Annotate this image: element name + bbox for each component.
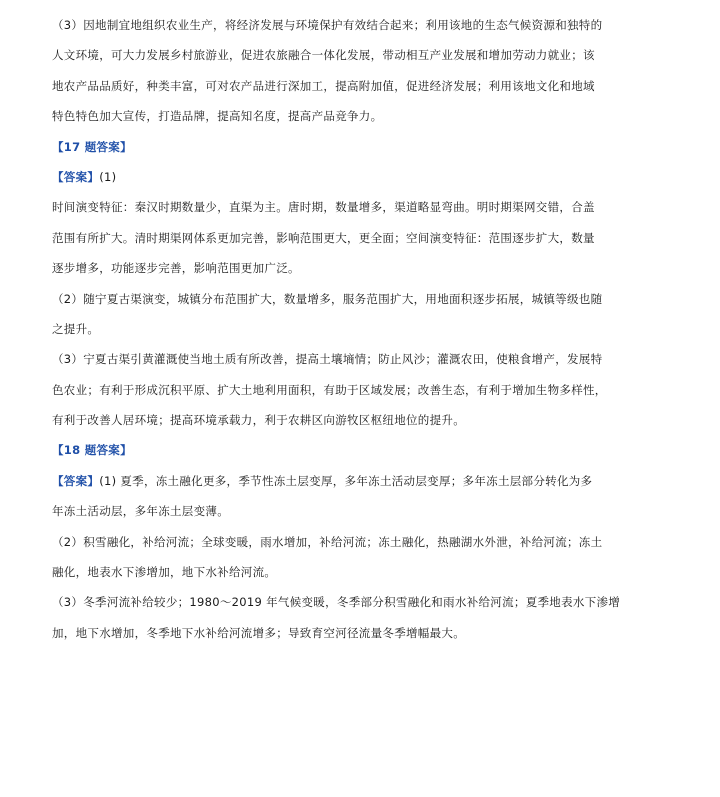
text-line: 地农产品品质好，种类丰富，可对农产品进行深加工，提高附加值，促进经济发展；利用该地文化和地域 <box>52 78 595 93</box>
document-page <box>52 10 684 648</box>
text-line: 年冻土活动层，多年冻土层变薄。 <box>52 504 229 519</box>
text-line: 人文环境，可大力发展乡村旅游业，促进农旅融合一体化发展，带动相互产业发展和增加劳动力就业；该 <box>52 48 595 63</box>
text-line: 逐步增多，功能逐步完善，影响范围更加广泛。 <box>52 261 300 276</box>
answer-18-label-line <box>52 466 684 496</box>
text-line: 加，地下水增加，冬季地下水补给河流增多；导致育空河径流量冬季增幅最大。 <box>52 625 465 640</box>
text-line: 特色特色加大宣传，打造品牌，提高知名度，提高产品竞争力。 <box>52 109 383 124</box>
answer-tag: 【答案】 <box>52 169 100 184</box>
answer-text: (1) 夏季，冻土融化更多，季节性冻土层变厚，多年冻土活动层变厚；多年冻土层部分转化为多 <box>99 473 593 488</box>
text-line: 范围有所扩大。清时期渠网体系更加完善，影响范围更大，更全面；空间演变特征：范围逐步扩大，数量 <box>52 230 595 245</box>
text-line: 时间演变特征：秦汉时期数量少，直渠为主。唐时期，数量增多，渠道略显弯曲。明时期渠网交错，合盖 <box>52 200 595 215</box>
text-line: 色农业；有利于形成沉积平原、扩大土地利用面积，有助于区域发展；改善生态，有利于增加生物多样性， <box>52 382 607 397</box>
text-line: （3）冬季河流补给较少；1980～2019 年气候变暖，冬季部分积雪融化和雨水补给河流；夏季地表水下渗增 <box>52 595 621 610</box>
text-line: （2）随宁夏古渠演变，城镇分布范围扩大，数量增多，服务范围扩大，用地面积逐步拓展，城镇等级也随 <box>52 291 603 306</box>
text-line: （3）宁夏古渠引黄灌溉使当地土质有所改善，提高土壤墒情；防止风沙；灌溉农田，使粮食增产，发展特 <box>52 352 603 367</box>
text-line: 融化，地表水下渗增加，地下水补给河流。 <box>52 565 277 580</box>
answer-tag: 【答案】 <box>52 473 100 488</box>
text-line: 有利于改善人居环境；提高环境承载力，利于农耕区向游牧区枢纽地位的提升。 <box>52 413 465 428</box>
text-line: （2）积雪融化，补给河流；全球变暖，雨水增加，补给河流；冻土融化，热融湖水外泄，补给河流；冻土 <box>52 534 603 549</box>
answer-17-label-line <box>52 162 684 192</box>
text-line: （3）因地制宜地组织农业生产，将经济发展与环境保护有效结合起来；利用该地的生态气候资源和独特的 <box>52 18 603 32</box>
question-17-heading: 【17 题答案】 <box>52 139 132 154</box>
question-18-heading: 【18 题答案】 <box>52 443 132 458</box>
answer-text: (1) <box>99 169 117 184</box>
text-line: 之提升。 <box>52 321 100 336</box>
